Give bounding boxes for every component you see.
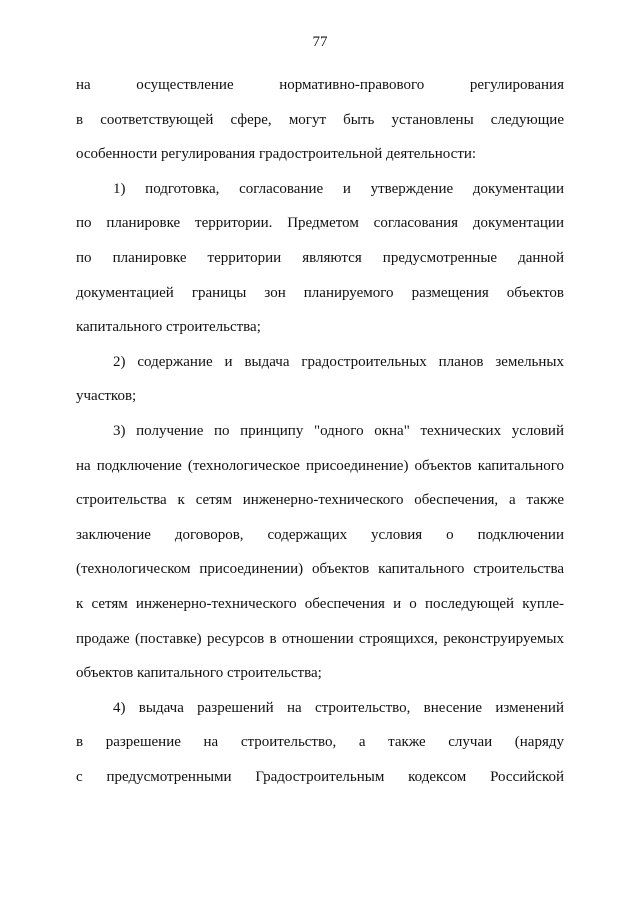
text-line: (технологическом присоединении) объектов капитального строительства: [76, 561, 564, 577]
paragraph-4-first-line: 4) выдача разрешений на строительство, внесение изменений: [113, 700, 564, 716]
text-line: капитального строительства;: [76, 319, 261, 335]
text-line: в разрешение на строительство, а также случаи (наряду: [76, 734, 564, 750]
text-line: особенности регулирования градостроительной деятельности:: [76, 146, 477, 162]
text-line: продаже (поставке) ресурсов в отношении строящихся, реконструируемых: [76, 631, 564, 647]
text-line: заключение договоров, содержащих условия о подключении: [76, 527, 564, 543]
text-line: строительства к сетям инженерно-технического обеспечения, а также: [76, 492, 564, 508]
paragraph-3-first-line: 3) получение по принципу "одного окна" технических условий: [113, 423, 564, 439]
paragraph-2-first-line: 2) содержание и выдача градостроительных планов земельных: [113, 354, 564, 370]
text-line: на подключение (технологическое присоединение) объектов капитального: [76, 458, 564, 474]
text-line: документацией границы зон планируемого размещения объектов: [76, 285, 564, 301]
text-line: с предусмотренными Градостроительным кодексом Российской: [76, 769, 564, 785]
paragraph-1-first-line: 1) подготовка, согласование и утверждение документации: [113, 181, 564, 197]
text-line: на осуществление нормативно-правового регулирования: [76, 77, 564, 93]
text-line: к сетям инженерно-технического обеспечения и о последующей купле-: [76, 596, 564, 612]
text-line: участков;: [76, 388, 137, 404]
page-number: 77: [312, 34, 328, 50]
text-line: по планировке территории. Предметом согласования документации: [76, 215, 564, 231]
text-line: по планировке территории являются предусмотренные данной: [76, 250, 564, 266]
text-line: в соответствующей сфере, могут быть установлены следующие: [76, 112, 564, 128]
text-line: объектов капитального строительства;: [76, 665, 322, 681]
